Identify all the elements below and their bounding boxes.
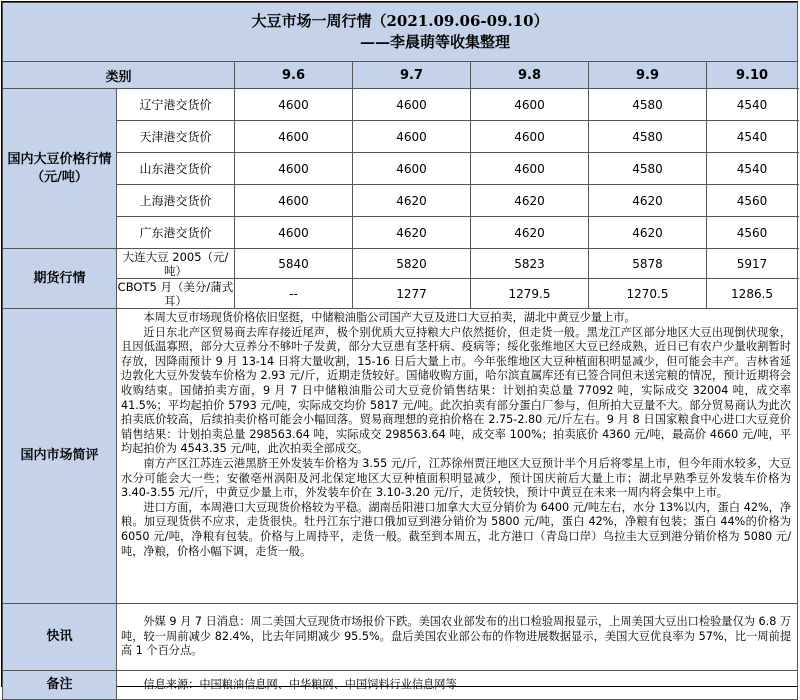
- market-review-paragraph: 南方产区江苏连云港黑脐王外发装车价格为 3.55 元/斤，江苏徐州贾汪地区大豆预计半个月后将零星上市，但今年雨水较多，大豆水分可能会大一些；安徽亳州涡阳及河北保定地区大豆种植面积明显减少，预计国庆前后大量上市；湖北早熟季豆外发装车价格为 3.40-3.55 元/斤，中黄豆少量上市，外发装车价在 3.10-3.20 元/斤，走货较快，预计中黄豆在未来一周内将会集中上市。: [121, 456, 792, 500]
- flash-news-paragraph: 外媒 9 月 7 日消息：周二美国大豆现货市场报价下跌。美国农业部发布的出口检验周报显示，上周美国大豆出口检验量仅为 6.8 万吨，较一周前减少 82.4%，比去年同期减少 95.5%。盘后美国农业部公布的作物进展数据显示，美国大豆优良率为 57%，比一周前提高 1 个百分点。: [121, 615, 792, 658]
- price-cell: 4540: [707, 153, 798, 185]
- futures-row: [3, 249, 798, 279]
- price-cell: 4600: [471, 153, 589, 185]
- price-cell: 4540: [707, 89, 798, 121]
- report-title-sub: ——李晨萌等收集整理: [360, 33, 511, 51]
- flash-news-text: [117, 604, 798, 671]
- note-paragraph: 信息来源：中国粮油信息网、中华粮网、中国饲料行业信息网等: [143, 677, 457, 691]
- flash-news-category: 快讯: [3, 604, 117, 671]
- date-header-row: [3, 62, 798, 89]
- price-cell: 4620: [589, 185, 707, 217]
- soybean-weekly-report: [1, 1, 798, 692]
- price-row-label: 天津港交货价: [117, 121, 235, 153]
- price-cell: 4580: [589, 153, 707, 185]
- price-cell: 4600: [353, 89, 471, 121]
- note-text: [117, 671, 798, 700]
- futures-cell: 1270.5: [589, 279, 707, 309]
- price-cell: 4600: [353, 153, 471, 185]
- price-row: [3, 89, 798, 121]
- note-row: [3, 671, 798, 700]
- price-cell: 4600: [471, 89, 589, 121]
- price-cell: 4600: [471, 121, 589, 153]
- futures-cell: 5878: [589, 249, 707, 279]
- market-review-paragraph: 进口方面，本周港口大豆现货价格较为平稳。湖南岳阳港口加拿大大豆分销价为 6400 元/吨左右，水分 13%以内，蛋白 42%，净粮。加豆现货供不应求，走货很快。牡丹江东宁港口俄加豆到港分销价为 5800 元/吨，蛋白 42%，净粮有包装；蛋白 44%的价格为 6050 元/吨，净粮有包装。价格与上周持平，走货一般。截至到本周五，北方港口（青岛口岸）乌拉圭大豆到港分销价格为 5080 元/吨，净粮，价格小幅下调，走货一般。: [121, 500, 792, 558]
- price-cell: 4620: [353, 185, 471, 217]
- category-header: 类别: [3, 62, 235, 89]
- price-row: [3, 153, 798, 185]
- futures-row: [3, 279, 798, 309]
- futures-category: 期货行情: [3, 249, 117, 309]
- futures-cell: 5823: [471, 249, 589, 279]
- futures-cell: --: [235, 279, 353, 309]
- futures-cell: 5820: [353, 249, 471, 279]
- market-review-paragraph: 本周大豆市场现货价格依旧坚挺，中储粮油脂公司国产大豆及进口大豆拍卖，湖北中黄豆少量上市。: [143, 311, 636, 324]
- domestic-price-category: 国内大豆价格行情（元/吨）: [3, 89, 117, 249]
- price-cell: 4600: [235, 121, 353, 153]
- price-cell: 4600: [235, 153, 353, 185]
- price-row-label: 上海港交货价: [117, 185, 235, 217]
- price-row-label: 广东港交货价: [117, 217, 235, 249]
- price-cell: 4620: [589, 217, 707, 249]
- flash-news-row: [3, 604, 798, 671]
- price-cell: 4560: [707, 185, 798, 217]
- futures-row-label: 大连大豆 2005（元/吨）: [117, 249, 235, 279]
- price-cell: 4600: [235, 217, 353, 249]
- report-title-main: 大豆市场一周行情（2021.09.06-09.10）: [251, 12, 549, 30]
- price-cell: 4620: [471, 217, 589, 249]
- futures-cell: 1277: [353, 279, 471, 309]
- market-review-row: [3, 309, 798, 604]
- futures-cell: 5840: [235, 249, 353, 279]
- price-row: [3, 217, 798, 249]
- market-review-text: [117, 309, 798, 604]
- report-table: [2, 2, 798, 700]
- date-header: 9.7: [353, 62, 471, 89]
- report-title: [3, 3, 798, 62]
- date-header: 9.10: [707, 62, 798, 89]
- futures-cell: 1286.5: [707, 279, 798, 309]
- date-header: 9.6: [235, 62, 353, 89]
- date-header: 9.9: [589, 62, 707, 89]
- price-cell: 4620: [353, 217, 471, 249]
- price-cell: 4560: [707, 217, 798, 249]
- market-review-paragraph: 近日东北产区贸易商去库存接近尾声，极个别优质大豆持粮大户依然挺价，但走货一般。黑龙江产区部分地区大豆出现倒伏现象，且因低温寡照，部分大豆养分不够叶子发黄，部分大豆患有茎杆病、疫病等；绥化张维地区大豆已经成熟，近日已有农户少量收割暂时存放，因降雨预计 9 月 13-14 日将大量收割，15-16 日后大量上市。今年张维地区大豆种植面积明显减少，但可能会丰产。吉林省延边敦化大豆外发装车价格为 2.93 元/斤，近期走货较好。国储收购方面，哈尔滨直属库还有已签合同但未送完粮的情况，预计近期将会收购结束。国储拍卖方面，9 月 7 日中储粮油脂公司大豆竞价销售结果：计划拍卖总量 77092 吨，实际成交 32004 吨，成交率 41.5%；平均起拍价 5793 元/吨，实际成交均价 5817 元/吨。此次拍卖有部分蛋白厂参与，但所拍大豆量不大。部分贸易商认为此次拍卖底价较高，后续拍卖价格可能会小幅回落。贸易商理想的竞拍价格在 2.75-2.80 元/斤左右。9 月 8 日国家粮食中心进口大豆竞价销售结果：计划拍卖总量 298563.64 吨，实际成交 298563.64 吨，成交率 100%；拍卖底价 4360 元/吨，最高价 4660 元/吨，平均起拍价为 4543.35 元/吨，此次拍卖全部成交。: [121, 325, 792, 456]
- price-cell: 4600: [235, 185, 353, 217]
- price-cell: 4540: [707, 121, 798, 153]
- futures-cell: 5917: [707, 249, 798, 279]
- futures-row-label: CBOT5 月（美分/蒲式耳）: [117, 279, 234, 308]
- futures-cell: 1279.5: [471, 279, 589, 309]
- price-cell: 4620: [471, 185, 589, 217]
- date-header: 9.8: [471, 62, 589, 89]
- price-cell: 4600: [235, 89, 353, 121]
- price-cell: 4580: [589, 121, 707, 153]
- price-row-label: 辽宁港交货价: [117, 89, 235, 121]
- market-review-category: 国内市场简评: [3, 309, 117, 604]
- note-category: 备注: [3, 671, 117, 700]
- price-cell: 4600: [353, 121, 471, 153]
- price-row: [3, 121, 798, 153]
- price-row-label: 山东港交货价: [117, 153, 235, 185]
- price-cell: 4580: [589, 89, 707, 121]
- price-row: [3, 185, 798, 217]
